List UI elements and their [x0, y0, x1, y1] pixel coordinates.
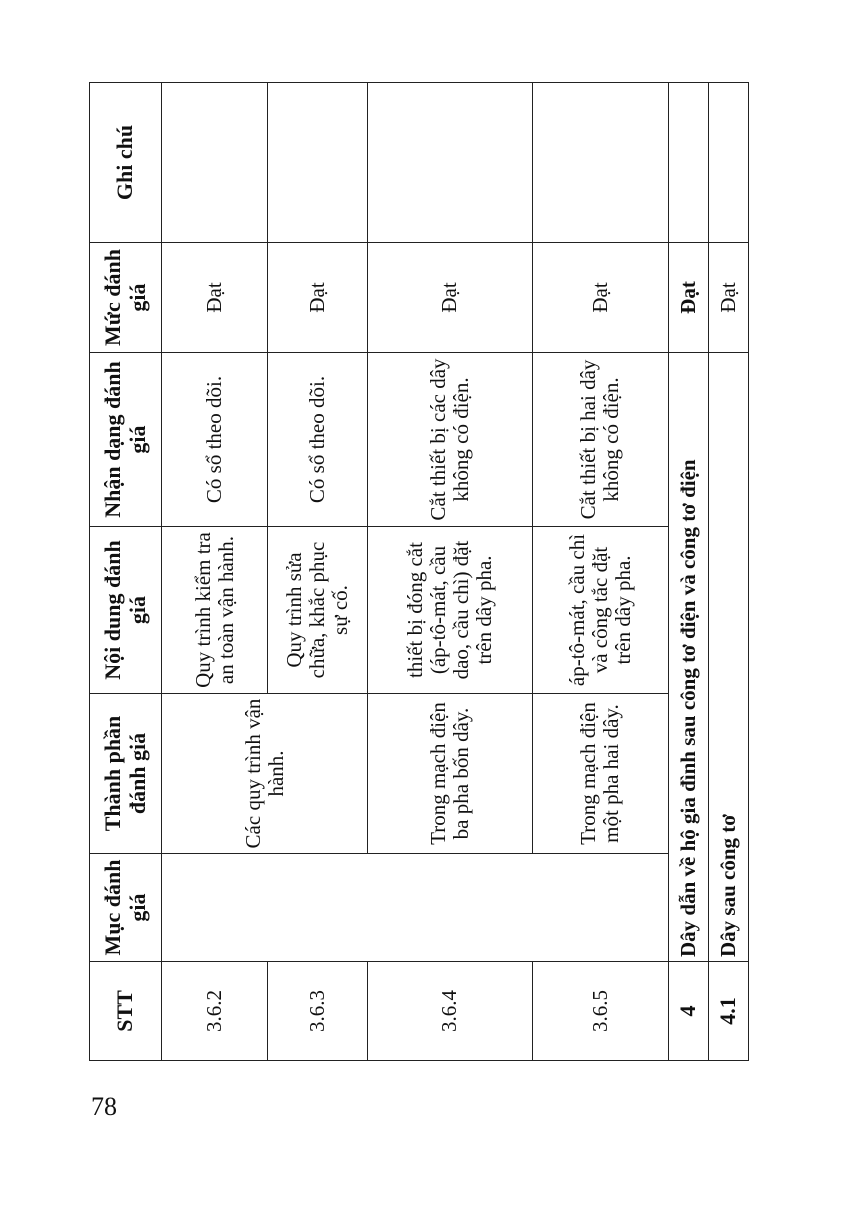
- header-noi-dung: Nội dung đánh giá: [90, 527, 162, 694]
- row-noi-dung: thiết bị đóng cắt (áp-tô-mát, cầu dao, cầu chì) đặt trên dây pha.: [368, 527, 532, 694]
- row-muc: Đạt: [532, 243, 668, 353]
- header-nhan-dang: Nhận dạng đánh giá: [90, 353, 162, 527]
- row-muc: Đạt: [162, 243, 268, 353]
- subsection-title: Dây sau công tơ: [708, 353, 748, 962]
- header-muc: Mức đánh giá: [90, 243, 162, 353]
- rotated-table-container: [89, 83, 749, 1061]
- row-stt: 3.6.5: [532, 962, 668, 1061]
- page-number: 78: [91, 1092, 117, 1121]
- row-noi-dung: Quy trình sửa chữa, khắc phục sự cố.: [268, 527, 368, 694]
- subsection-muc: Đạt: [708, 243, 748, 353]
- row-ghi-chu: [532, 83, 668, 243]
- row-thanh-phan: Trong mạch điện một pha hai dây.: [532, 694, 668, 854]
- subsection-stt: 4.1: [708, 962, 748, 1061]
- row-noi-dung: áp-tô-mát, cầu chì và công tắc đặt trên dây pha.: [532, 527, 668, 694]
- subsection-ghi-chu: [708, 83, 748, 243]
- header-ghi-chu: Ghi chú: [90, 83, 162, 243]
- header-stt: STT: [90, 962, 162, 1061]
- row-thanh-phan: Trong mạch điện ba pha bốn dây.: [368, 694, 532, 854]
- muc-danh-gia-cell: [162, 854, 669, 962]
- shared-thanh-phan-cell: Các quy trình vận hành.: [162, 694, 368, 854]
- row-stt: 3.6.4: [368, 962, 532, 1061]
- header-muc-danh-gia: Mục đánh giá: [90, 854, 162, 962]
- row-nhan-dang: Cắt thiết bị các dây không có điện.: [368, 353, 532, 527]
- section-ghi-chu: [668, 83, 708, 243]
- row-noi-dung: Quy trình kiểm tra an toàn vận hành.: [162, 527, 268, 694]
- subsection-row: [708, 83, 748, 1061]
- row-nhan-dang: Có sổ theo dõi.: [268, 353, 368, 527]
- row-muc: Đạt: [268, 243, 368, 353]
- section-muc: Đạt: [668, 243, 708, 353]
- row-nhan-dang: Cắt thiết bị hai dây không có điện.: [532, 353, 668, 527]
- row-ghi-chu: [162, 83, 268, 243]
- section-title: Dây dẫn về hộ gia đình sau công tơ điện và công tơ điện: [668, 353, 708, 962]
- row-muc: Đạt: [368, 243, 532, 353]
- header-row: [90, 83, 162, 1061]
- evaluation-table: [89, 82, 749, 1061]
- header-thanh-phan: Thành phần đánh giá: [90, 694, 162, 854]
- row-stt: 3.6.3: [268, 962, 368, 1061]
- row-ghi-chu: [368, 83, 532, 243]
- row-ghi-chu: [268, 83, 368, 243]
- section-stt: 4: [668, 962, 708, 1061]
- table-row: [162, 83, 268, 1061]
- row-stt: 3.6.2: [162, 962, 268, 1061]
- row-nhan-dang: Có sổ theo dõi.: [162, 353, 268, 527]
- section-row: [668, 83, 708, 1061]
